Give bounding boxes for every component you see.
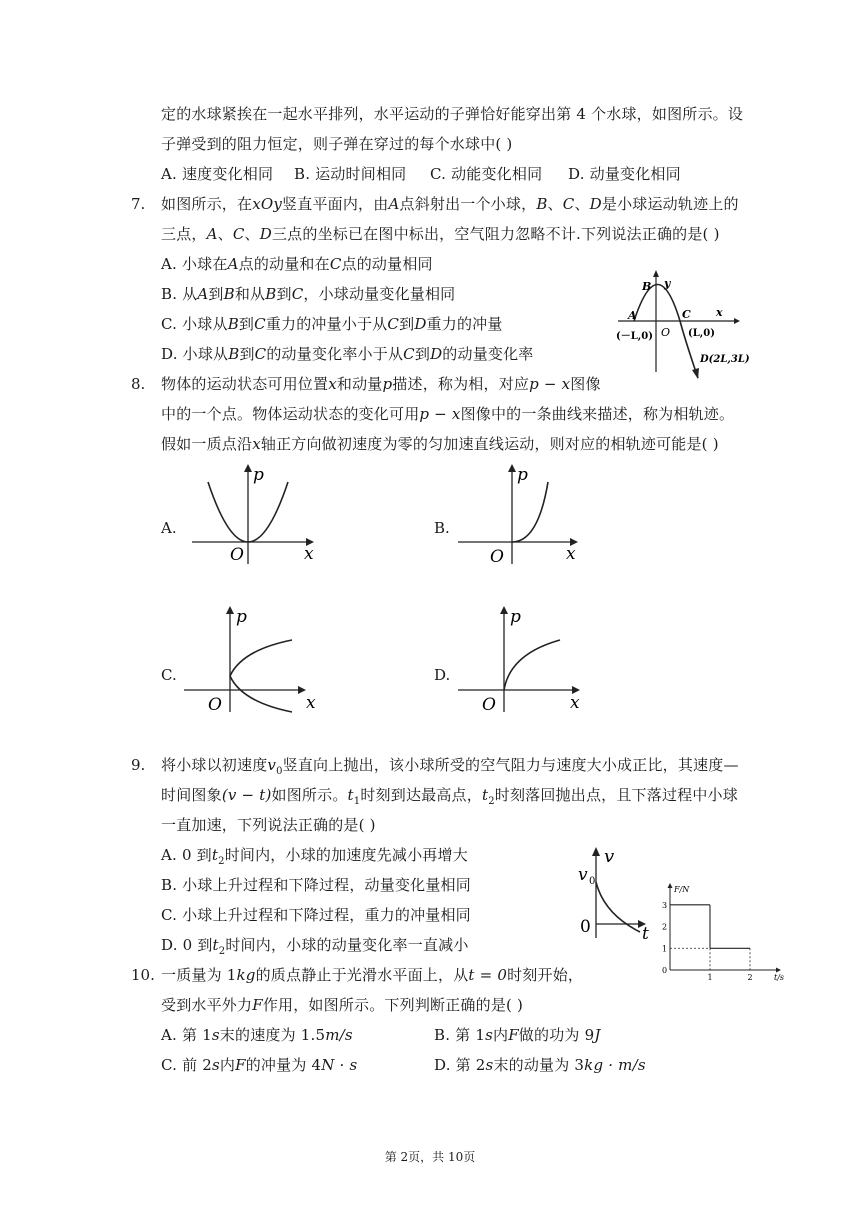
v0-subscript: 0 xyxy=(589,876,596,887)
origin-label: O xyxy=(490,547,504,567)
q8-line2: 中的一个点。物体运动状态的变化可用p − x图像中的一条曲线来描述，称为相轨迹。 xyxy=(161,405,735,423)
x-tick-label: 1 xyxy=(707,973,713,982)
origin-zero-label: 0 xyxy=(580,917,591,937)
q7-label-o: O xyxy=(661,326,671,339)
v0-label: v xyxy=(578,865,588,885)
q9-option-a: A. 0 到$t_2$时间内，小球的加速度先减小再增大 xyxy=(161,846,468,867)
q7-coord-a: (－L,0) xyxy=(616,331,653,342)
q9-line1: 将小球以初速度$v_0$竖直向上抛出，该小球所受的空气阻力与速度大小成正比，其速度— xyxy=(161,756,739,777)
q10-force-time-chart xyxy=(650,876,790,986)
arrow-icon xyxy=(244,464,252,472)
q7-y-arrow-icon xyxy=(653,270,659,277)
axis-x-label: x xyxy=(570,693,580,713)
arrow-icon xyxy=(298,686,306,694)
axis-t-label: t xyxy=(642,924,649,944)
x-tick-label: 2 xyxy=(747,973,753,982)
y-tick-label: 0 xyxy=(662,966,668,975)
phase-curve xyxy=(504,640,560,690)
axis-x-label: x xyxy=(304,544,314,564)
q10-line1: 一质量为 1kg的质点静止于光滑水平面上，从t = 0时刻开始， xyxy=(161,966,584,984)
q7-line1: 如图所示，在xOy竖直平面内，由A点斜射出一个小球，B、C、D是小球运动轨迹上的 xyxy=(161,195,739,213)
axis-x-label: x xyxy=(306,693,316,713)
phase-curve xyxy=(230,640,292,712)
chart-axes xyxy=(662,883,781,982)
x-axis-arrow-icon xyxy=(776,968,781,973)
q10-number: 10. xyxy=(131,966,155,984)
y-axis-arrow-icon xyxy=(668,883,673,888)
page-footer: 第 2页，共 10页 xyxy=(384,1150,476,1164)
q8-graph-b xyxy=(456,462,596,566)
q7-coord-c: (L,0) xyxy=(688,328,715,339)
q7-trajectory-arrow-icon xyxy=(692,368,699,379)
q9-option-b: B. 小球上升过程和下降过程，动量变化量相同 xyxy=(161,876,471,894)
phase-curve xyxy=(512,482,548,542)
q7-option-a: A. 小球在A点的动量和在C点的动量相同 xyxy=(161,255,433,273)
q8-choice-a-label: A. xyxy=(161,519,177,537)
q10-option-d: D. 第 2s末的动量为 3kg · m/s xyxy=(434,1056,646,1074)
q9-option-d: D. 0 到$t_2$时间内，小球的动量变化率一直减小 xyxy=(161,936,469,957)
q7-label-x: x xyxy=(716,306,723,319)
q9-line3: 一直加速，下列说法正确的是( ) xyxy=(161,816,376,834)
q7-coord-d: D(2L,3L) xyxy=(700,354,750,365)
axis-v-label: v xyxy=(604,846,615,867)
q7-trajectory-figure xyxy=(612,268,750,380)
q7-option-c: C. 小球从B到C重力的冲量小于从C到D重力的冲量 xyxy=(161,315,503,333)
y-tick-label: 3 xyxy=(662,900,668,910)
q10-line2: 受到水平外力F作用，如图所示。下列判断正确的是( ) xyxy=(161,996,524,1014)
axis-p-label: p xyxy=(517,465,528,485)
q8-choice-d-label: D. xyxy=(434,666,451,684)
q8-choice-c-label: C. xyxy=(161,666,177,684)
q7-option-d: D. 小球从B到C的动量变化率小于从C到D的动量变化率 xyxy=(161,345,534,363)
q6-line1: 定的水球紧挨在一起水平排列，水平运动的子弹恰好能穿出第 4 个水球，如图所示。设 xyxy=(161,105,744,123)
chart-y-axis-label: F/N xyxy=(674,885,690,894)
q8-graph-d xyxy=(456,604,596,714)
q6-option-b: B. 运动时间相同 xyxy=(294,165,407,183)
chart-x-axis-label: t/s xyxy=(774,973,785,982)
q7-line2: 三点，A、C、D三点的坐标已在图中标出，空气阻力忽略不计.下列说法正确的是( ) xyxy=(161,225,720,243)
q8-choice-b-label: B. xyxy=(434,519,450,537)
axis-p-label: p xyxy=(510,607,521,627)
q6-option-c: C. 动能变化相同 xyxy=(430,165,543,183)
q7-label-y: y xyxy=(664,277,671,290)
q7-label-c: C xyxy=(682,308,691,321)
arrow-icon xyxy=(500,606,508,614)
q7-label-a: A xyxy=(628,309,637,322)
q7-number: 7. xyxy=(131,195,146,213)
q7-x-arrow-icon xyxy=(734,318,740,324)
q6-option-d: D. 动量变化相同 xyxy=(568,165,681,183)
origin-label: O xyxy=(482,695,496,715)
q7-option-b: B. 从A到B和从B到C，小球动量变化量相同 xyxy=(161,285,456,303)
q9-line2: 时间图象(v − t)如图所示。$t_1$时刻到达最高点，$t_2$时刻落回抛出点，且下落过程中小球 xyxy=(161,786,738,807)
chart-marks xyxy=(670,905,750,970)
origin-label: O xyxy=(208,695,222,715)
q9-option-c: C. 小球上升过程和下降过程，重力的冲量相同 xyxy=(161,906,471,924)
y-tick-label: 2 xyxy=(662,922,668,932)
q9-number: 9. xyxy=(131,756,146,774)
axis-p-label: p xyxy=(253,465,264,485)
arrow-icon xyxy=(226,606,234,614)
q6-option-a: A. 速度变化相同 xyxy=(161,165,274,183)
axis-x-label: x xyxy=(566,544,576,564)
q8-graph-a xyxy=(190,462,330,566)
q10-option-b: B. 第 1s内F做的功为 9J xyxy=(434,1026,601,1044)
q8-graph-c xyxy=(182,604,332,714)
origin-label: O xyxy=(230,545,244,565)
q6-line2: 子弹受到的阻力恒定，则子弹在穿过的每个水球中( ) xyxy=(161,135,513,153)
y-tick-label: 1 xyxy=(662,944,668,954)
q8-number: 8. xyxy=(131,375,146,393)
arrow-icon xyxy=(508,464,516,472)
q10-option-c: C. 前 2s内F的冲量为 4N · s xyxy=(161,1056,358,1074)
q10-option-a: A. 第 1s末的速度为 1.5m/s xyxy=(161,1026,353,1044)
arrow-icon xyxy=(592,847,600,856)
q8-line3: 假如一质点沿x轴正方向做初速度为零的匀加速直线运动，则对应的相轨迹可能是( ) xyxy=(161,435,719,453)
axis-p-label: p xyxy=(236,607,247,627)
q8-line1: 物体的运动状态可用位置x和动量p描述，称为相，对应p − x图像 xyxy=(161,375,601,393)
q7-label-b: B xyxy=(642,280,652,293)
